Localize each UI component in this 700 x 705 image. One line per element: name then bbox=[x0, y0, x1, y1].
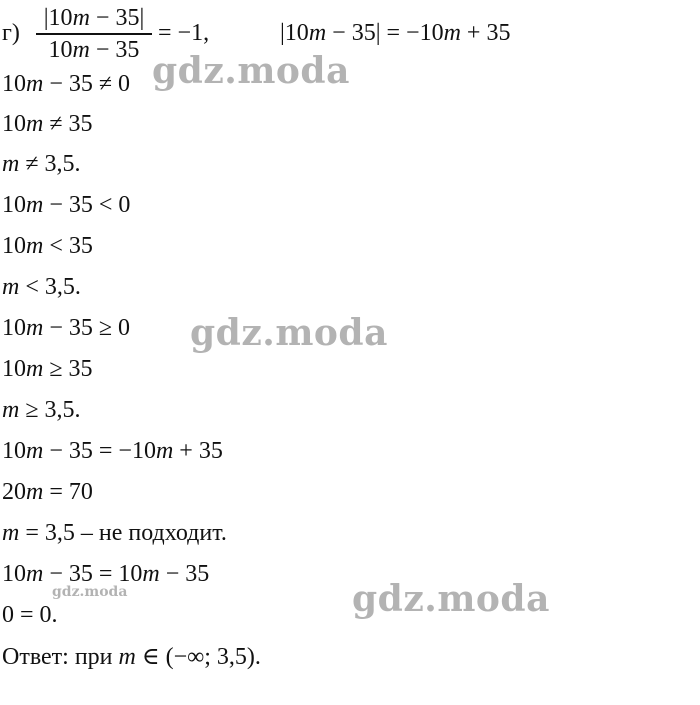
solution-line: 10m − 35 ≥ 0 bbox=[2, 315, 131, 341]
solution-line: 10m − 35 = 10m − 35 bbox=[2, 561, 210, 587]
solution-line: 10m ≥ 35 bbox=[2, 356, 93, 382]
solution-line: 10m − 35 < 0 bbox=[2, 192, 131, 218]
equation-header bbox=[0, 4, 700, 64]
solution-line: m ≠ 3,5. bbox=[2, 151, 81, 177]
fraction bbox=[34, 4, 154, 64]
solution-line: 10m − 35 = −10m + 35 bbox=[2, 438, 223, 464]
watermark: gdz.moda bbox=[152, 50, 350, 92]
solution-line: m < 3,5. bbox=[2, 274, 81, 300]
solution-line: m ≥ 3,5. bbox=[2, 397, 81, 423]
solution-line: 10m − 35 ≠ 0 bbox=[2, 71, 131, 97]
solution-line: 0 = 0. bbox=[2, 602, 58, 628]
fraction-bar bbox=[36, 33, 152, 35]
solution-line: m = 3,5 – не подходит. bbox=[2, 520, 227, 546]
equals-minus-one: = −1, bbox=[158, 20, 210, 46]
solution-line: 10m < 35 bbox=[2, 233, 93, 259]
fraction-numerator: |10m − 35| bbox=[43, 5, 145, 31]
item-label: г) bbox=[2, 20, 20, 46]
watermark: gdz.moda bbox=[52, 584, 128, 600]
watermark: gdz.moda bbox=[352, 578, 550, 620]
abs-equation: |10m − 35| = −10m + 35 bbox=[280, 20, 511, 46]
fraction-denominator: 10m − 35 bbox=[48, 36, 140, 63]
watermark: gdz.moda bbox=[190, 312, 388, 354]
answer-line: Ответ: при m ∈ (−∞; 3,5). bbox=[2, 644, 261, 670]
solution-line: 20m = 70 bbox=[2, 479, 93, 505]
solution-line: 10m ≠ 35 bbox=[2, 111, 93, 137]
